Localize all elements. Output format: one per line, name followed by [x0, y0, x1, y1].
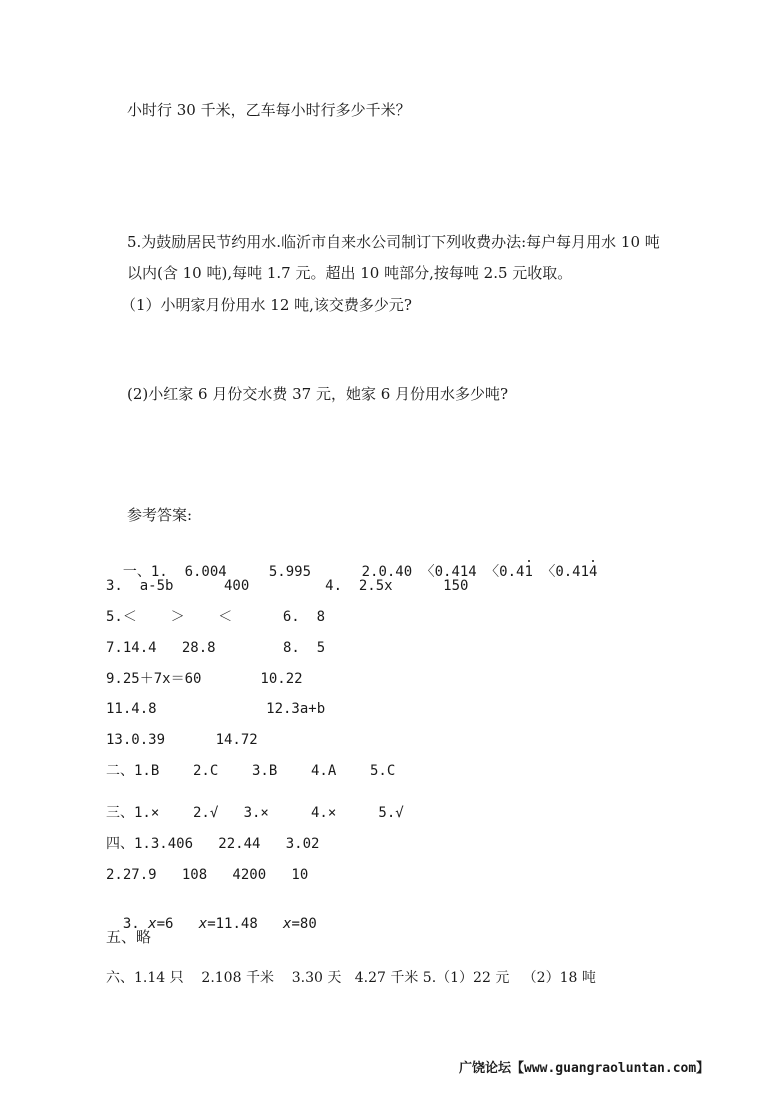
answer-section-1-line-4: 7.14.4 28.8 8. 5: [106, 640, 326, 656]
answer-section-1-line-3: 5.＜ ＞ ＜ 6. 8: [106, 609, 326, 625]
problem-5-question-1: （1）小明家月份用水 12 吨,该交费多少元?: [121, 296, 412, 314]
answer-section-2: 二、1.B 2.C 3.B 4.A 5.C: [106, 763, 396, 779]
answer-1-2: 2.0.40 〈0.414 〈0.4: [361, 564, 525, 580]
problem-4-tail: 小时行 30 千米，乙车每小时行多少千米？: [127, 101, 411, 119]
answer-section-1-line-7: 13.0.39 14.72: [106, 732, 258, 748]
answer-4-3-value-2: =11.48: [207, 916, 284, 932]
variable-x: x: [148, 916, 157, 932]
site-watermark: 广饶论坛【www.guangraoluntan.com】: [459, 1061, 710, 1076]
answer-4-3-value-3: =80: [291, 916, 317, 932]
answer-section-4-line-2: 2.27.9 108 4200 10: [106, 867, 309, 883]
answer-1-1: 一、1. 6.004 5.995: [122, 564, 312, 580]
answer-4-3-value-1: =6: [156, 916, 199, 932]
answer-1-2-part: 〈0.41: [532, 564, 590, 580]
repeating-dot-digit: 1: [524, 564, 533, 580]
problem-5-line-2: 以内(含 10 吨),每吨 1.7 元。超出 10 吨部分,按每吨 2.5 元收取。: [127, 264, 573, 282]
variable-x: x: [283, 916, 292, 932]
answer-section-5: 五、略: [106, 928, 152, 946]
answer-section-1-line-1: [106, 545, 597, 581]
problem-5-question-2: (2)小红家 6 月份交水费 37 元，她家 6 月份用水多少吨?: [127, 385, 509, 403]
answer-section-6: 六、1.14 只 2.108 千米 3.30 天 4.27 千米 5.（1）22 元 （2）18 吨: [106, 970, 596, 986]
answer-section-1-line-5: 9.25＋7x＝60 10.22: [106, 671, 303, 687]
answers-heading: 参考答案:: [127, 506, 193, 524]
answer-section-1-line-2: 3. a-5b 400 4. 2.5x 150: [106, 578, 469, 594]
problem-5-line-1: 5.为鼓励居民节约用水.临沂市自来水公司制订下列收费办法:每户每月用水 10 吨: [127, 233, 660, 251]
repeating-dot-digit: 4: [589, 564, 598, 580]
answer-section-1-line-6: 11.4.8 12.3a+b: [106, 701, 326, 717]
variable-x: x: [198, 916, 208, 932]
answer-4-3-prefix: 3.: [122, 916, 149, 932]
answer-section-3: 三、1.× 2.√ 3.× 4.× 5.√: [106, 805, 404, 821]
answer-section-4-line-1: 四、1.3.406 22.44 3.02: [106, 836, 320, 852]
